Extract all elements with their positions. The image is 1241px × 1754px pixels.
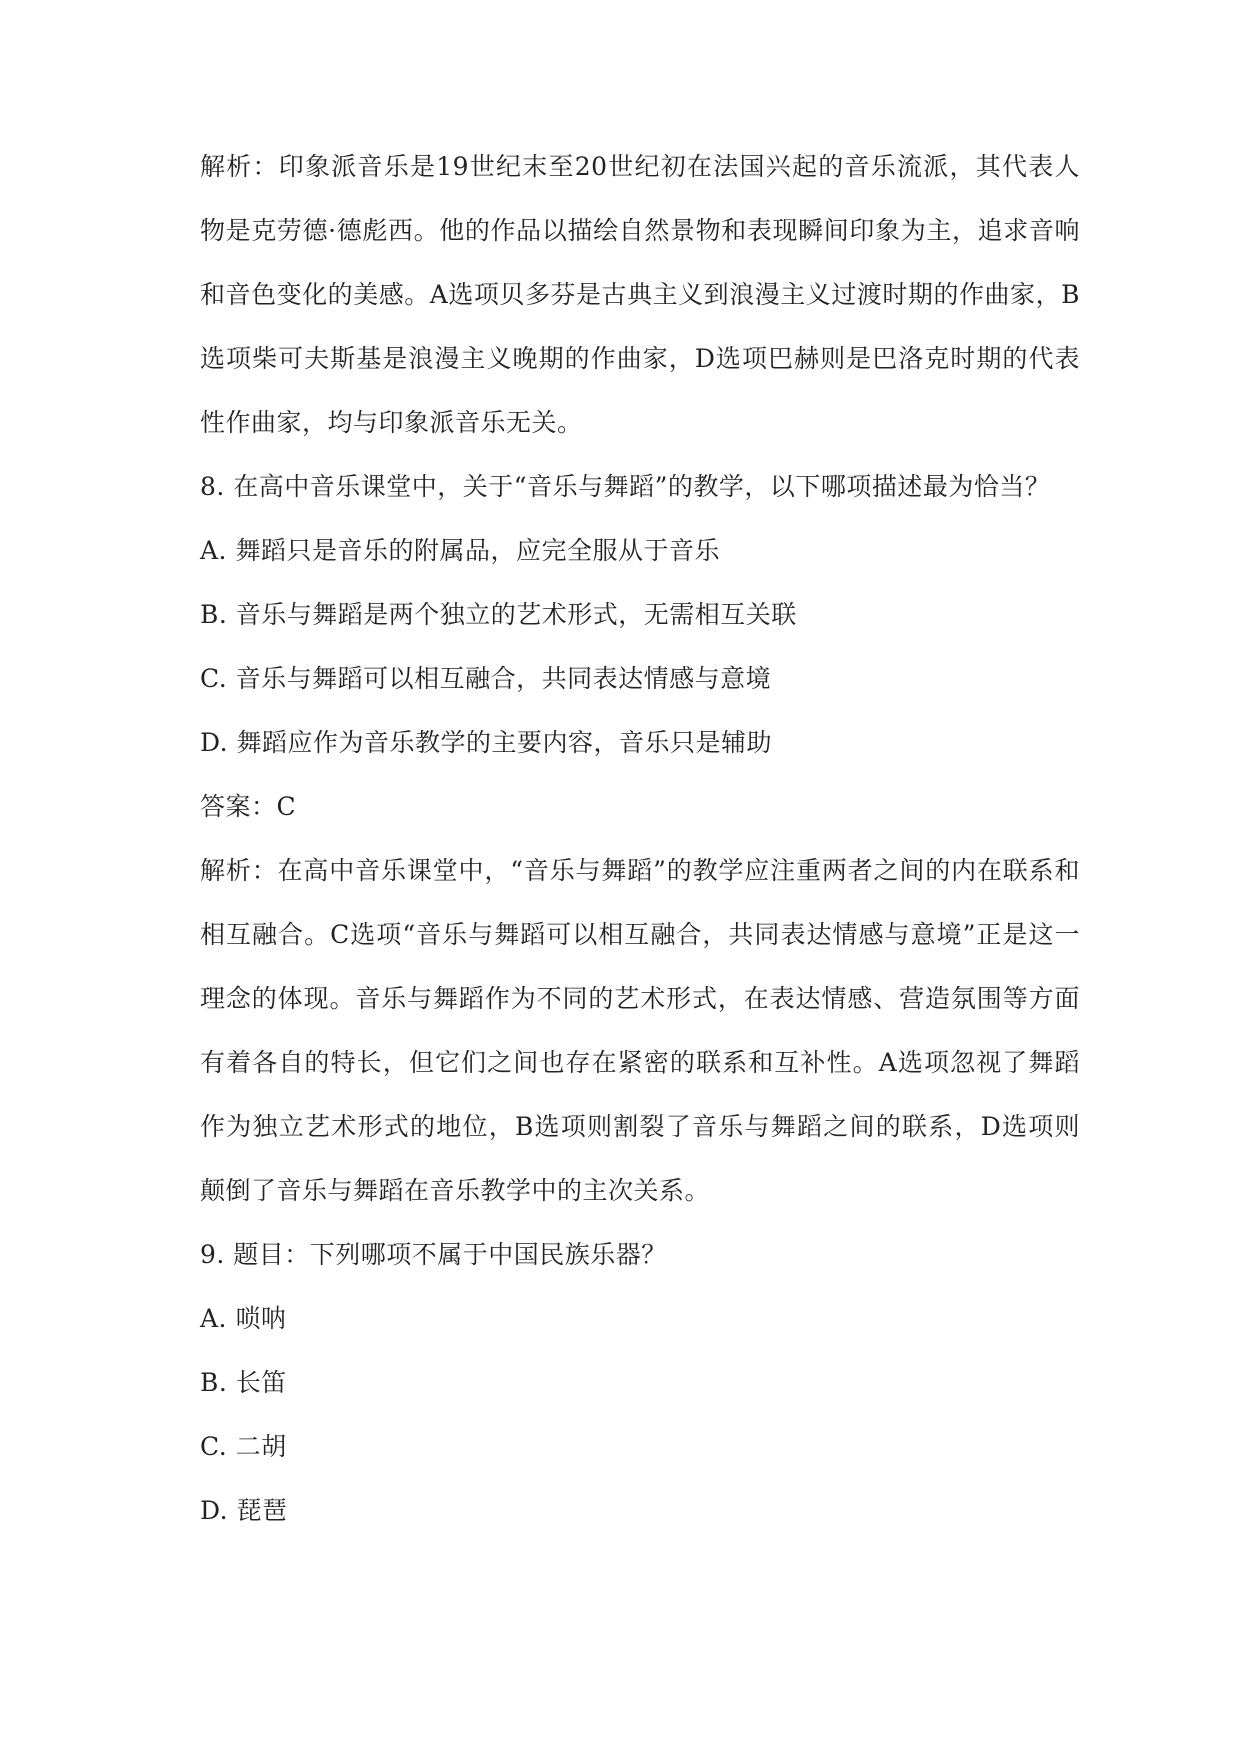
q8-option-a: A. 舞蹈只是音乐的附属品，应完全服从于音乐 [200,536,720,565]
q8-option-c: C. 音乐与舞蹈可以相互融合，共同表达情感与意境 [200,664,772,693]
q9-option-b: B. 长笛 [200,1368,287,1397]
q8-answer: 答案：C [200,792,297,821]
q9-option-c: C. 二胡 [200,1432,287,1461]
q8-option-b: B. 音乐与舞蹈是两个独立的艺术形式，无需相互关联 [200,600,797,629]
q8-analysis: 解析：在高中音乐课堂中，“音乐与舞蹈”的教学应注重两者之间的内在联系和相互融合。C选项“音乐与舞蹈可以相互融合，共同表达情感与意境”正是这一理念的体现。音乐与舞蹈作为不同的艺术形式，在表达情感、营造氛围等方面有着各自的特长，但它们之间也存在紧密的联系和互补性。A选项忽视了舞蹈作为独立艺术形式的地位，B选项则割裂了音乐与舞蹈之间的联系，D选项则颠倒了音乐与舞蹈在音乐教学中的主次关系。 [200,856,1080,1205]
q7-analysis: 解析：印象派音乐是19世纪末至20世纪初在法国兴起的音乐流派，其代表人物是克劳德·德彪西。他的作品以描绘自然景物和表现瞬间印象为主，追求音响和音色变化的美感。A选项贝多芬是古典主义到浪漫主义过渡时期的作曲家，B选项柴可夫斯基是浪漫主义晚期的作曲家，D选项巴赫则是巴洛克时期的代表性作曲家，均与印象派音乐无关。 [200,152,1080,437]
document-page [200,135,1080,1543]
q8-option-d: D. 舞蹈应作为音乐教学的主要内容，音乐只是辅助 [200,728,773,757]
q9-question: 9. 题目：下列哪项不属于中国民族乐器？ [200,1240,667,1269]
q9-option-d: D. 琵琶 [200,1496,288,1525]
q8-question: 8. 在高中音乐课堂中，关于“音乐与舞蹈”的教学，以下哪项描述最为恰当？ [200,472,1051,501]
q9-option-a: A. 唢呐 [200,1304,287,1333]
